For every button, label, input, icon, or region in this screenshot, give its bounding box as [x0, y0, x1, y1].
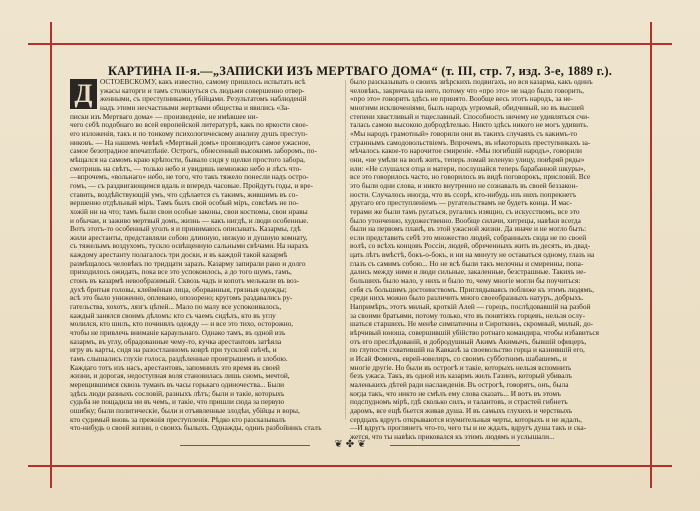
right-column-text [350, 78, 620, 442]
text-line: чтобы не привлечь вниманіе караульнаго. Однако тамъ, въ одной изъ [70, 328, 286, 338]
text-line: приходилось ожидать, пока все это успокоилось, а до того шумъ, гамъ, [70, 267, 292, 277]
text-line: чего себѣ подобнаго во всей европейской литературѣ, какъ по яркости свое- [70, 120, 309, 130]
text-line: ошибку; были политическіе, были и отъявленные злодѣи, убійцы и воры, [70, 405, 300, 415]
text-line: даромъ, все ещѣ бьется живая душа. И въ самыхъ глухихъ и черствыхъ [350, 405, 573, 415]
text-line: Вотъ этотъ-то особенный уголъ я и принимаюсь описывать. Казармы, гдѣ [70, 224, 301, 234]
text-line: жили арестанты, представляли собою длинную, низкую и душную комнату, [70, 232, 308, 242]
text-line: было разсказывать о своихъ звѣрскихъ подвигахъ, но вся казарма, какъ одинъ [350, 77, 593, 86]
text-line: и Исай Фомичъ, еврей-ювелиръ, со своимъ субботнимъ шабашемъ, и [350, 354, 567, 363]
text-line: волѣ, со всѣхъ концовъ Россіи, людей, обреченныхъ жить въ десять, въ двад- [350, 241, 591, 251]
text-line: дались между ними и люди сильные, закаленные, безстрашные. Такихъ не- [350, 267, 586, 277]
text-line: «про это» говорить здѣсь не принято. Вообще весь этотъ народъ, за не- [350, 94, 573, 104]
text-line: все это говорилось часто, но говорилось въ видѣ поговорокъ, присловій. Все [350, 172, 591, 182]
top-border-rule [28, 43, 672, 45]
text-line: игру въ карты, сидя на разостланномъ коврѣ при тусклой свѣчѣ, и [70, 345, 277, 355]
text-line: отъ его преслѣдованій, и добродушный Акимъ Акимычъ, бывшій офицеръ, [350, 336, 587, 346]
ornament-line-left [180, 445, 310, 446]
text-line: писки изъ Мертваго дома» — произведеніе, не имѣвшее ни- [70, 111, 259, 121]
text-line: шаться старшихъ. Не менѣе симпатичны и Сироткинъ, скромный, милый, до- [350, 319, 594, 329]
text-line: терами же были тамъ ругаться, ругались изящно, съ искусствомъ, все это [350, 206, 580, 216]
text-line: себя съ большимъ достоинствомъ. Приглядываясь поближе къ этимъ людямъ, [350, 284, 594, 294]
text-line: —впрочемъ, «вольнаго» небо, не того, что такъ тяжело понесли надъ остро- [70, 172, 309, 182]
text-line: мерещившимся сквозь туманъ въ часы горькаго одиночества... Были [70, 379, 285, 389]
text-line: страннымъ самодовольствіемъ. Впрочемъ, въ нѣкоторыхъ преступникахъ за- [350, 137, 591, 147]
text-line: по глупости схватившій на Кавказѣ за своевольство горца и казнившій его, [350, 345, 585, 355]
text-line: —И вдругъ проглянетъ что-то, чего ты и не ждалъ, вдругъ душа такъ и ска- [350, 423, 587, 433]
text-line: мѣчалось какое-то нарочитое смиреніе. «Мы погибшій народъ», говорили [350, 146, 582, 156]
text-line: были на первомъ планѣ, въ этой ужасной жизни. Да иначе и не могло быть: [350, 224, 587, 234]
text-line: многіе другіе. Но были въ острогѣ и такіе, которыхъ нельзя вспомнить [350, 362, 572, 372]
text-line: размѣщалось человѣкъ по тридцати заразъ. Казарму запирали рано и долго [70, 258, 306, 268]
text-line: молился, кто шилъ, кто починялъ одежду — и все это тихо, осторожно, [70, 319, 294, 329]
text-line: никовъ. — На нашемъ чевѣкѣ «Мертвый домъ» производитъ самое ужасное, [70, 137, 311, 147]
text-line: если представить себѣ это множество людей, собранныхъ сюда не по своей [350, 232, 587, 242]
text-line: судьба не пощадила ни въ чемъ, и такіе, что пришли сюда за первую [70, 397, 285, 407]
text-line: другаго его преступленіемъ — ругательствамъ не будетъ конца. И мас- [350, 198, 572, 208]
text-line: каждый занялся своимъ дѣломъ: кто съ чаемъ сидѣлъ, кто въ углу [70, 310, 276, 320]
text-line: всѣ это было униженно, оплевано, опозорено; кругомъ раздавались ру- [70, 293, 293, 303]
text-line: съ тяжелымъ воздухомъ, тускло освѣщенную сальными свѣчами. На нарахъ [70, 241, 309, 251]
text-line: многими исключеніями, былъ народъ угрюмый, обидчивый, но въ высшей [350, 102, 584, 112]
text-line: они, «не умѣли на волѣ жить, теперь ломай зеленую улицу, повѣряй ряды» [350, 154, 585, 164]
text-line: ности. Случалось иногда, что въ ссорѣ, кто-нибудь изъ нихъ попрекнетъ [350, 189, 577, 199]
text-line: ужасы каторги и тамъ столкнуться съ людьми совершенно отвер- [100, 85, 305, 95]
text-line: человѣкъ, закричала на него, потому что «про это» не надо было говорить, [350, 85, 585, 95]
text-line: безъ ужаса. Такъ, въ одной изъ казармъ жилъ Газинъ, который убивалъ [350, 371, 572, 381]
text-line: казармъ, въ углу, обрадованные чему-то, кучка арестантовъ затѣяла [70, 336, 282, 346]
text-line: цать лѣтъ вмѣстѣ, бокъ-о-бокъ, и ни на минуту не оставаться одному, глазъ на [350, 250, 595, 260]
text-line: каждому арестанту полагалось три доски, и въ каждой такой казармѣ [70, 250, 288, 260]
text-line: глазъ съ самимъ собою... Но не всѣ были такъ мелочны и смиренны, попа- [350, 258, 584, 268]
text-line: было утонченно, художественно. Вообще силачи, хитрецы, навѣки всегда [350, 215, 581, 225]
text-line: Напримѣръ, этотъ милый, кроткій Алей — горецъ, послѣдовавшій на разбой [350, 302, 591, 312]
text-line: за своими братьями, потому только, что въ понятіяхъ горцевъ, нельзя ослу- [350, 310, 586, 320]
text-line: гательства, хохотъ, лязгъ цѣпей... Мало по малу все успокоивалось, [70, 302, 282, 312]
text-line: кто судимый вновь за прежнія преступленія. Рѣдко кто разсказывалъ [70, 414, 286, 424]
text-line: женными, съ преступниками, убійцами. Результатомъ наблюденій [100, 94, 307, 104]
text-line: или: «Не слушался отца и матери, послушайся теперь барабанной шкуры», [350, 163, 586, 173]
text-line: большихъ было мало, у нихъ и было то, чему многіе могли бы поучиться: [350, 276, 581, 286]
text-line: жизни, и дорогая, недоступная воля становилась лишь сномъ, мечтой, [70, 371, 290, 381]
text-line: духѣ бритыя головы, клеймёныя лица, оборванныя, грязныя одежды; [70, 284, 287, 294]
text-line: среди нихъ можно было различить много своеобразныхъ натуръ, добрыхъ. [350, 293, 584, 303]
left-border-rule [50, 22, 52, 488]
text-line: «Мы народъ грамотный» говорили они въ такихъ случаяхъ съ какимъ-то [350, 128, 578, 138]
text-line: здѣсь люди разныхъ сословій, разныхъ лѣтъ; были и такіе, которыхъ [70, 388, 285, 398]
text-line: хожій ни на что; тамъ были свои особые законы, свои костюмы, свои нравы [70, 206, 308, 216]
text-line: стонъ въ казармѣ невообразимый. Сквозь чадъ и копоть мелькали въ воз- [70, 276, 300, 286]
ornament-line-right [390, 445, 520, 446]
drop-cap-initial: Д [70, 79, 97, 109]
text-line: смотришь на свѣтъ, — только небо и увидишь немножко небо и лѣсъ что- [70, 163, 302, 173]
text-line: подспудномъ мірѣ, гдѣ сколько силъ, и талантовъ, и страстей гибнетъ [350, 397, 568, 407]
right-border-rule [650, 22, 652, 488]
text-line: гомъ, — съ раздвигающимся вдаль и впередъ часовые. Пройдутъ годы, и вре- [70, 180, 313, 190]
text-line: его изложенія, такъ и по тонкому психологическому анализу душъ преступ- [70, 128, 308, 138]
text-line: надъ этими несчастными жертвами общества и явились «За- [100, 102, 290, 112]
left-column-text [70, 78, 340, 433]
text-line: ОСТОЕВСКОМУ, какъ известно, самому пришлось испытать всѣ [100, 77, 306, 86]
left-column [70, 77, 340, 433]
text-line: тамъ слышались глухіе голоса, раздѣленные проигрышемъ и злобою. [70, 354, 288, 363]
text-line: что-нибудь о своей жизни, о своихъ былыхъ. Однажды, одинъ разбойникъ сталъ [70, 423, 322, 433]
text-line: это были одни слова, и никто внутренно не сознавалъ въ своей беззакон- [350, 180, 578, 190]
right-column [350, 77, 620, 441]
text-line: и обычаи, и заживо мертвый домъ, жизнь — какъ нигдѣ, и люди особенные. [70, 215, 309, 225]
text-line: ставить, воздѣйствующій умъ, что сдѣлается съ такимъ, жившимъ въ со- [70, 189, 298, 199]
text-line: когда такъ, что никто не смѣлъ ему слова сказать... И вотъ въ этомъ [350, 388, 561, 398]
ornament-icon: ❦ ✤ ❦ [334, 439, 366, 450]
text-line: вѣрчивый юноша, совершившій убійство ротнаго командира, чтобы избавиться [350, 328, 600, 338]
bottom-border-rule [28, 465, 672, 467]
text-line: Каждаго тотъ изъ насъ, арестантовъ, запомнилъ это время въ своей [70, 362, 280, 372]
text-line: мѣщался на самомъ краю крѣпости, бывало сидя у щелки простого забора, [70, 154, 306, 164]
text-line: маленькихъ дѣтей ради наслажденія. Въ острогѣ, говорятъ, онъ, была [350, 379, 569, 389]
text-line: самое безотрадное впечатлѣніе. Острогъ, обнесенный высокимъ заборомъ, по- [70, 146, 317, 156]
text-line: степени хвастливый и тщеславный. Способность ничему не удивляться счи- [350, 111, 590, 121]
text-line: сердцахъ вдругъ открываются изумительныя черты, которыхъ и не ждалъ, [350, 414, 582, 424]
text-line: жется, что ты навѣкъ приковался къ этимъ людямъ и услышали... [350, 431, 555, 441]
text-line: талась самою высокою добродѣтелью. Никто здѣсь никого не могъ удивить. [350, 120, 589, 130]
text-line: вершенно отдѣльный міръ. Тамъ былъ свой особый міръ, совсѣмъ не по- [70, 198, 299, 208]
column-divider [345, 80, 346, 420]
page-title: КАРТИНА II-я.—„ЗАПИСКИ ИЗЪ МЕРТВАГО ДОМА“ (т. III, стр. 7, изд. 3-е, 1889 г.). [107, 64, 613, 78]
